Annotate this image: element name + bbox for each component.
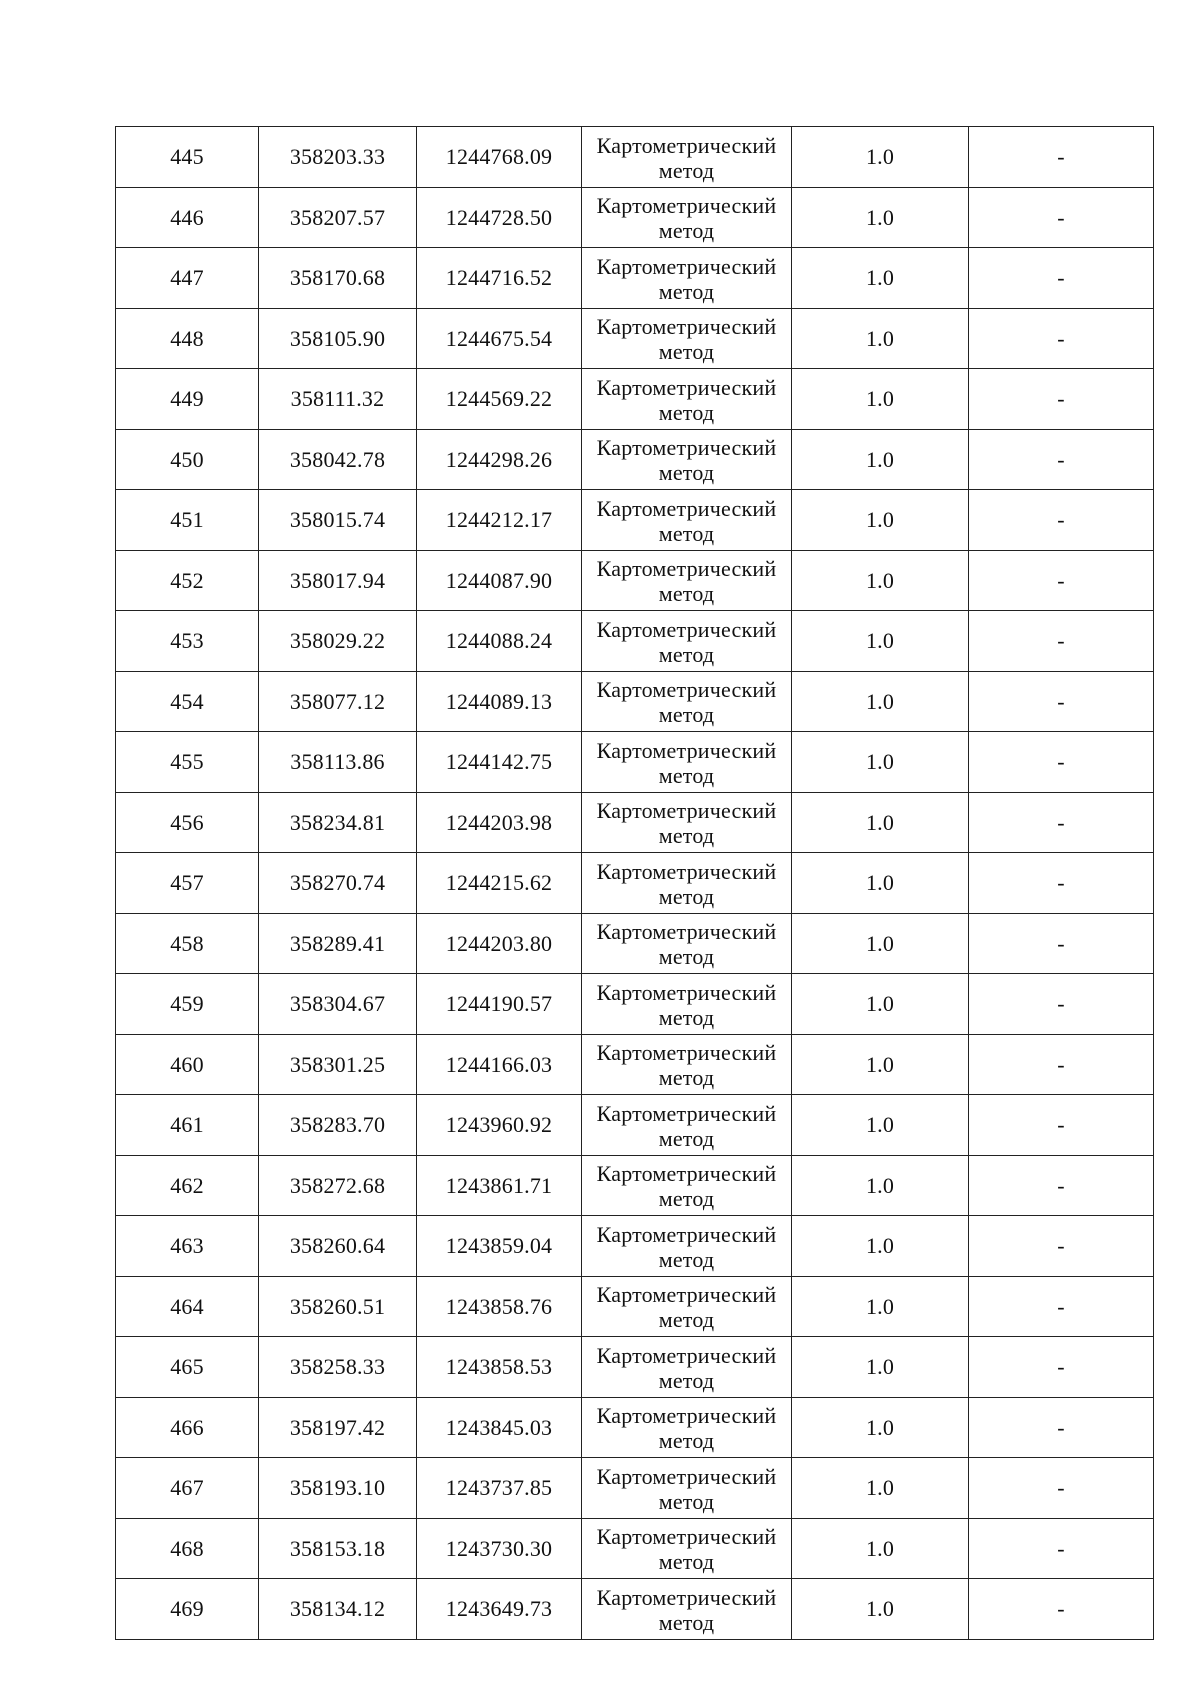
point-number-cell: 446 — [116, 187, 259, 248]
description-cell: - — [969, 1579, 1154, 1640]
point-number-cell: 467 — [116, 1458, 259, 1519]
table-row — [116, 187, 1154, 248]
description-cell: - — [969, 429, 1154, 490]
method-line-1: Картометрический — [596, 193, 777, 219]
method-line-2: метод — [658, 1549, 715, 1575]
point-number-cell: 453 — [116, 611, 259, 672]
table-row — [116, 1095, 1154, 1156]
accuracy-cell: 1.0 — [792, 1276, 969, 1337]
description-cell: - — [969, 1034, 1154, 1095]
table-row — [116, 127, 1154, 188]
table-row — [116, 1155, 1154, 1216]
y-coordinate-cell: 1244212.17 — [417, 490, 582, 551]
method-line-1: Картометрический — [596, 1282, 777, 1308]
description-cell: - — [969, 853, 1154, 914]
table-row — [116, 1397, 1154, 1458]
accuracy-cell: 1.0 — [792, 1155, 969, 1216]
accuracy-cell: 1.0 — [792, 1095, 969, 1156]
method-cell — [582, 1095, 792, 1156]
accuracy-cell: 1.0 — [792, 490, 969, 551]
description-cell: - — [969, 1095, 1154, 1156]
x-coordinate-cell: 358272.68 — [259, 1155, 417, 1216]
description-cell: - — [969, 974, 1154, 1035]
point-number-cell: 456 — [116, 792, 259, 853]
x-coordinate-cell: 358203.33 — [259, 127, 417, 188]
method-cell — [582, 611, 792, 672]
table-row — [116, 1216, 1154, 1277]
y-coordinate-cell: 1243730.30 — [417, 1518, 582, 1579]
method-line-2: метод — [658, 1186, 715, 1212]
method-line-1: Картометрический — [596, 1342, 777, 1368]
table-row — [116, 248, 1154, 309]
description-cell: - — [969, 913, 1154, 974]
accuracy-cell: 1.0 — [792, 127, 969, 188]
method-cell — [582, 853, 792, 914]
point-number-cell: 462 — [116, 1155, 259, 1216]
accuracy-cell: 1.0 — [792, 550, 969, 611]
table-row — [116, 1337, 1154, 1398]
description-cell: - — [969, 792, 1154, 853]
method-line-1: Картометрический — [596, 798, 777, 824]
table-row — [116, 611, 1154, 672]
y-coordinate-cell: 1244716.52 — [417, 248, 582, 309]
x-coordinate-cell: 358283.70 — [259, 1095, 417, 1156]
y-coordinate-cell: 1244675.54 — [417, 308, 582, 369]
table-row — [116, 974, 1154, 1035]
method-line-1: Картометрический — [596, 253, 777, 279]
accuracy-cell: 1.0 — [792, 671, 969, 732]
method-cell — [582, 127, 792, 188]
x-coordinate-cell: 358207.57 — [259, 187, 417, 248]
description-cell: - — [969, 1216, 1154, 1277]
method-line-2: метод — [658, 339, 715, 365]
y-coordinate-cell: 1244190.57 — [417, 974, 582, 1035]
y-coordinate-cell: 1243960.92 — [417, 1095, 582, 1156]
point-number-cell: 452 — [116, 550, 259, 611]
x-coordinate-cell: 358153.18 — [259, 1518, 417, 1579]
x-coordinate-cell: 358017.94 — [259, 550, 417, 611]
point-number-cell: 461 — [116, 1095, 259, 1156]
point-number-cell: 465 — [116, 1337, 259, 1398]
point-number-cell: 459 — [116, 974, 259, 1035]
method-line-2: метод — [658, 157, 715, 183]
x-coordinate-cell: 358042.78 — [259, 429, 417, 490]
method-line-1: Картометрический — [596, 858, 777, 884]
point-number-cell: 449 — [116, 369, 259, 430]
description-cell: - — [969, 127, 1154, 188]
y-coordinate-cell: 1244087.90 — [417, 550, 582, 611]
method-cell — [582, 1397, 792, 1458]
point-number-cell: 455 — [116, 732, 259, 793]
table-row — [116, 853, 1154, 914]
point-number-cell: 468 — [116, 1518, 259, 1579]
accuracy-cell: 1.0 — [792, 369, 969, 430]
method-cell — [582, 1155, 792, 1216]
accuracy-cell: 1.0 — [792, 732, 969, 793]
table-row — [116, 671, 1154, 732]
y-coordinate-cell: 1244215.62 — [417, 853, 582, 914]
point-number-cell: 450 — [116, 429, 259, 490]
accuracy-cell: 1.0 — [792, 1216, 969, 1277]
description-cell: - — [969, 671, 1154, 732]
method-line-1: Картометрический — [596, 1100, 777, 1126]
point-number-cell: 464 — [116, 1276, 259, 1337]
y-coordinate-cell: 1244768.09 — [417, 127, 582, 188]
method-cell — [582, 671, 792, 732]
point-number-cell: 463 — [116, 1216, 259, 1277]
accuracy-cell: 1.0 — [792, 1579, 969, 1640]
point-number-cell: 448 — [116, 308, 259, 369]
accuracy-cell: 1.0 — [792, 308, 969, 369]
accuracy-cell: 1.0 — [792, 1518, 969, 1579]
method-cell — [582, 1034, 792, 1095]
accuracy-cell: 1.0 — [792, 187, 969, 248]
x-coordinate-cell: 358105.90 — [259, 308, 417, 369]
method-line-2: метод — [658, 1246, 715, 1272]
x-coordinate-cell: 358111.32 — [259, 369, 417, 430]
method-line-2: метод — [658, 1065, 715, 1091]
x-coordinate-cell: 358029.22 — [259, 611, 417, 672]
method-line-2: метод — [658, 1367, 715, 1393]
method-line-2: метод — [658, 944, 715, 970]
y-coordinate-cell: 1244203.98 — [417, 792, 582, 853]
y-coordinate-cell: 1244728.50 — [417, 187, 582, 248]
y-coordinate-cell: 1243858.76 — [417, 1276, 582, 1337]
point-number-cell: 460 — [116, 1034, 259, 1095]
coordinates-table — [115, 126, 1154, 1640]
description-cell: - — [969, 611, 1154, 672]
method-line-2: метод — [658, 702, 715, 728]
x-coordinate-cell: 358301.25 — [259, 1034, 417, 1095]
point-number-cell: 454 — [116, 671, 259, 732]
y-coordinate-cell: 1244203.80 — [417, 913, 582, 974]
accuracy-cell: 1.0 — [792, 611, 969, 672]
method-cell — [582, 187, 792, 248]
point-number-cell: 458 — [116, 913, 259, 974]
method-cell — [582, 1579, 792, 1640]
accuracy-cell: 1.0 — [792, 429, 969, 490]
description-cell: - — [969, 308, 1154, 369]
x-coordinate-cell: 358134.12 — [259, 1579, 417, 1640]
y-coordinate-cell: 1243737.85 — [417, 1458, 582, 1519]
description-cell: - — [969, 1458, 1154, 1519]
method-line-1: Картометрический — [596, 979, 777, 1005]
point-number-cell: 447 — [116, 248, 259, 309]
y-coordinate-cell: 1244089.13 — [417, 671, 582, 732]
table-row — [116, 1458, 1154, 1519]
x-coordinate-cell: 358260.51 — [259, 1276, 417, 1337]
method-line-1: Картометрический — [596, 1524, 777, 1550]
method-cell — [582, 369, 792, 430]
y-coordinate-cell: 1244088.24 — [417, 611, 582, 672]
accuracy-cell: 1.0 — [792, 248, 969, 309]
method-line-2: метод — [658, 883, 715, 909]
x-coordinate-cell: 358258.33 — [259, 1337, 417, 1398]
method-line-2: метод — [658, 1125, 715, 1151]
method-cell — [582, 913, 792, 974]
description-cell: - — [969, 732, 1154, 793]
description-cell: - — [969, 490, 1154, 551]
method-line-1: Картометрический — [596, 1403, 777, 1429]
coordinates-table-body — [116, 127, 1154, 1640]
method-line-2: метод — [658, 460, 715, 486]
method-line-1: Картометрический — [596, 1040, 777, 1066]
point-number-cell: 445 — [116, 127, 259, 188]
table-row — [116, 1579, 1154, 1640]
x-coordinate-cell: 358193.10 — [259, 1458, 417, 1519]
table-row — [116, 369, 1154, 430]
table-row — [116, 550, 1154, 611]
table-row — [116, 1276, 1154, 1337]
table-row — [116, 429, 1154, 490]
method-line-2: метод — [658, 823, 715, 849]
method-line-1: Картометрический — [596, 1221, 777, 1247]
method-line-1: Картометрический — [596, 1161, 777, 1187]
method-line-1: Картометрический — [596, 314, 777, 340]
table-row — [116, 308, 1154, 369]
table-row — [116, 1518, 1154, 1579]
method-line-2: метод — [658, 520, 715, 546]
method-cell — [582, 490, 792, 551]
y-coordinate-cell: 1243845.03 — [417, 1397, 582, 1458]
y-coordinate-cell: 1243861.71 — [417, 1155, 582, 1216]
accuracy-cell: 1.0 — [792, 792, 969, 853]
method-line-2: метод — [658, 399, 715, 425]
method-line-2: метод — [658, 762, 715, 788]
method-cell — [582, 792, 792, 853]
method-line-2: метод — [658, 1307, 715, 1333]
method-line-1: Картометрический — [596, 374, 777, 400]
accuracy-cell: 1.0 — [792, 1337, 969, 1398]
x-coordinate-cell: 358234.81 — [259, 792, 417, 853]
x-coordinate-cell: 358260.64 — [259, 1216, 417, 1277]
y-coordinate-cell: 1243858.53 — [417, 1337, 582, 1398]
accuracy-cell: 1.0 — [792, 1458, 969, 1519]
method-cell — [582, 974, 792, 1035]
description-cell: - — [969, 1276, 1154, 1337]
description-cell: - — [969, 1397, 1154, 1458]
x-coordinate-cell: 358170.68 — [259, 248, 417, 309]
method-cell — [582, 248, 792, 309]
method-line-1: Картометрический — [596, 495, 777, 521]
method-line-1: Картометрический — [596, 435, 777, 461]
accuracy-cell: 1.0 — [792, 1397, 969, 1458]
x-coordinate-cell: 358304.67 — [259, 974, 417, 1035]
method-line-2: метод — [658, 641, 715, 667]
method-line-2: метод — [658, 1428, 715, 1454]
method-line-2: метод — [658, 218, 715, 244]
y-coordinate-cell: 1243649.73 — [417, 1579, 582, 1640]
table-row — [116, 490, 1154, 551]
method-line-1: Картометрический — [596, 132, 777, 158]
method-line-1: Картометрический — [596, 1584, 777, 1610]
method-cell — [582, 1337, 792, 1398]
x-coordinate-cell: 358289.41 — [259, 913, 417, 974]
table-row — [116, 1034, 1154, 1095]
description-cell: - — [969, 369, 1154, 430]
x-coordinate-cell: 358113.86 — [259, 732, 417, 793]
x-coordinate-cell: 358015.74 — [259, 490, 417, 551]
method-line-2: метод — [658, 1004, 715, 1030]
description-cell: - — [969, 550, 1154, 611]
accuracy-cell: 1.0 — [792, 1034, 969, 1095]
description-cell: - — [969, 248, 1154, 309]
method-line-1: Картометрический — [596, 677, 777, 703]
y-coordinate-cell: 1244298.26 — [417, 429, 582, 490]
method-cell — [582, 1518, 792, 1579]
method-cell — [582, 1216, 792, 1277]
accuracy-cell: 1.0 — [792, 913, 969, 974]
y-coordinate-cell: 1244166.03 — [417, 1034, 582, 1095]
point-number-cell: 466 — [116, 1397, 259, 1458]
point-number-cell: 457 — [116, 853, 259, 914]
table-row — [116, 913, 1154, 974]
point-number-cell: 469 — [116, 1579, 259, 1640]
method-line-2: метод — [658, 278, 715, 304]
description-cell: - — [969, 1518, 1154, 1579]
y-coordinate-cell: 1243859.04 — [417, 1216, 582, 1277]
method-line-2: метод — [658, 1488, 715, 1514]
method-cell — [582, 1458, 792, 1519]
point-number-cell: 451 — [116, 490, 259, 551]
method-cell — [582, 550, 792, 611]
method-line-1: Картометрический — [596, 737, 777, 763]
method-cell — [582, 308, 792, 369]
y-coordinate-cell: 1244142.75 — [417, 732, 582, 793]
accuracy-cell: 1.0 — [792, 974, 969, 1035]
x-coordinate-cell: 358197.42 — [259, 1397, 417, 1458]
accuracy-cell: 1.0 — [792, 853, 969, 914]
x-coordinate-cell: 358077.12 — [259, 671, 417, 732]
description-cell: - — [969, 1155, 1154, 1216]
method-cell — [582, 429, 792, 490]
x-coordinate-cell: 358270.74 — [259, 853, 417, 914]
method-line-1: Картометрический — [596, 919, 777, 945]
y-coordinate-cell: 1244569.22 — [417, 369, 582, 430]
table-row — [116, 732, 1154, 793]
method-line-1: Картометрический — [596, 616, 777, 642]
method-line-1: Картометрический — [596, 556, 777, 582]
method-line-2: метод — [658, 581, 715, 607]
method-line-1: Картометрический — [596, 1463, 777, 1489]
method-cell — [582, 732, 792, 793]
method-line-2: метод — [658, 1609, 715, 1635]
description-cell: - — [969, 1337, 1154, 1398]
description-cell: - — [969, 187, 1154, 248]
table-row — [116, 792, 1154, 853]
method-cell — [582, 1276, 792, 1337]
